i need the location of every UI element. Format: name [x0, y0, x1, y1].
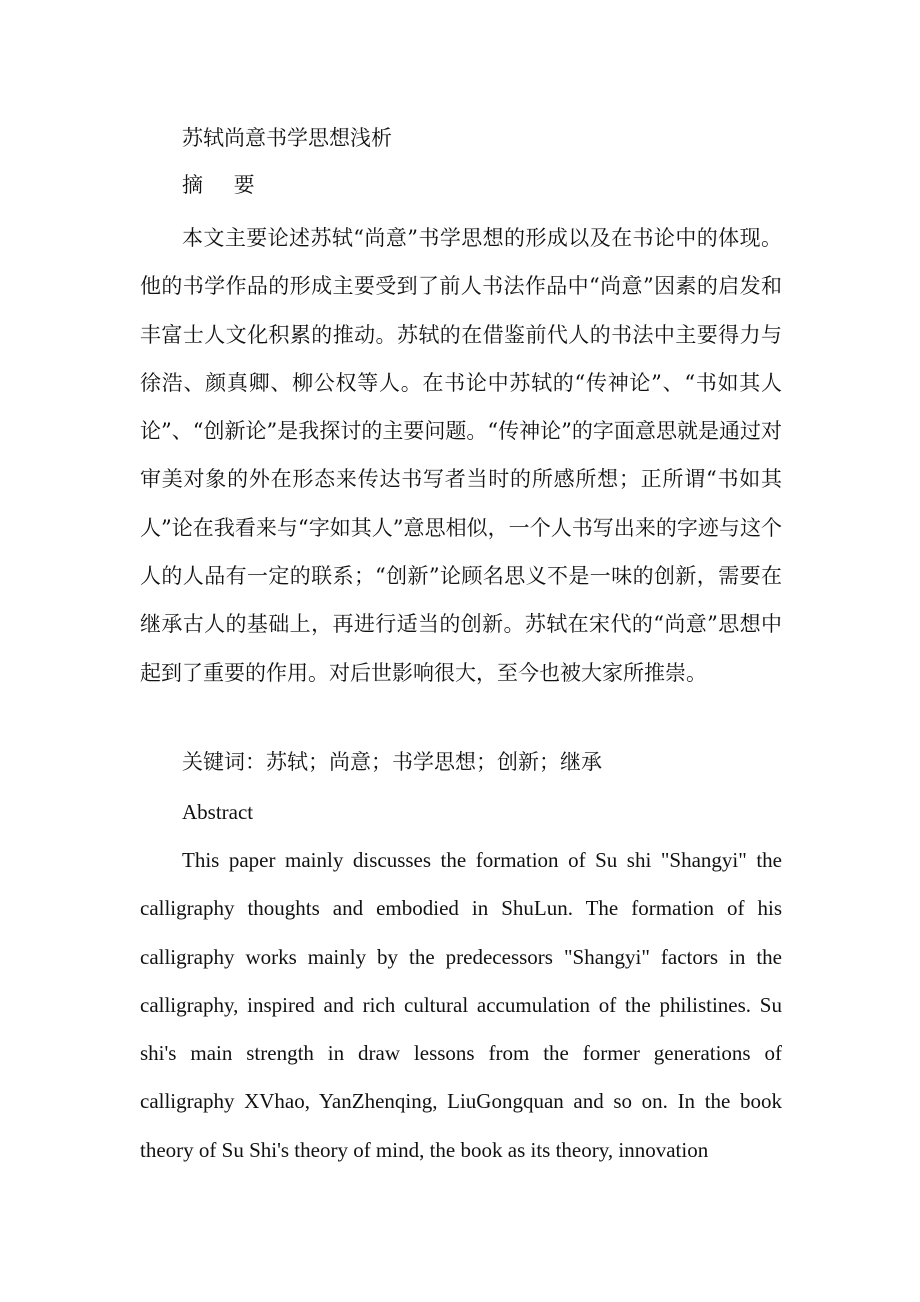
paper-title: 苏轼尚意书学思想浅析: [182, 126, 392, 150]
abstract-heading-en: Abstract: [182, 800, 254, 824]
abstract-body-en: This paper mainly discusses the formation of Su shi "Shangyi" the calligraphy thoughts and embodied in ShuLun. The formation of his calligraphy works mainly by the predecessors "Shangyi" factors in the calligraphy, inspired and rich cultural accumulation of the philistines. Su shi's main strength in draw lessons from the former generations of calligraphy XVhao, YanZhenqing, LiuGongquan and so on. In the book theory of Su Shi's theory of mind, the book as its theory, innovation: [140, 848, 782, 1162]
keywords-cn: 关键词：苏轼；尚意；书学思想；创新；继承: [182, 750, 602, 774]
abstract-heading-cn: 摘 要: [182, 173, 267, 197]
abstract-body-cn: 本文主要论述苏轼“尚意”书学思想的形成以及在书论中的体现。他的书学作品的形成主要受到了前人书法作品中“尚意”因素的启发和丰富士人文化积累的推动。苏轼的在借鉴前代人的书法中主要得力与徐浩、颜真卿、柳公权等人。在书论中苏轼的“传神论”、“书如其人论”、“创新论”是我探讨的主要问题。“传神论”的字面意思就是通过对审美对象的外在形态来传达书写者当时的所感所想；正所谓“书如其人”论在我看来与“字如其人”意思相似，一个人书写出来的字迹与这个人的人品有一定的联系；“创新”论顾名思义不是一味的创新，需要在继承古人的基础上，再进行适当的创新。苏轼在宋代的“尚意”思想中起到了重要的作用。对后世影响很大，至今也被大家所推崇。: [140, 226, 782, 685]
